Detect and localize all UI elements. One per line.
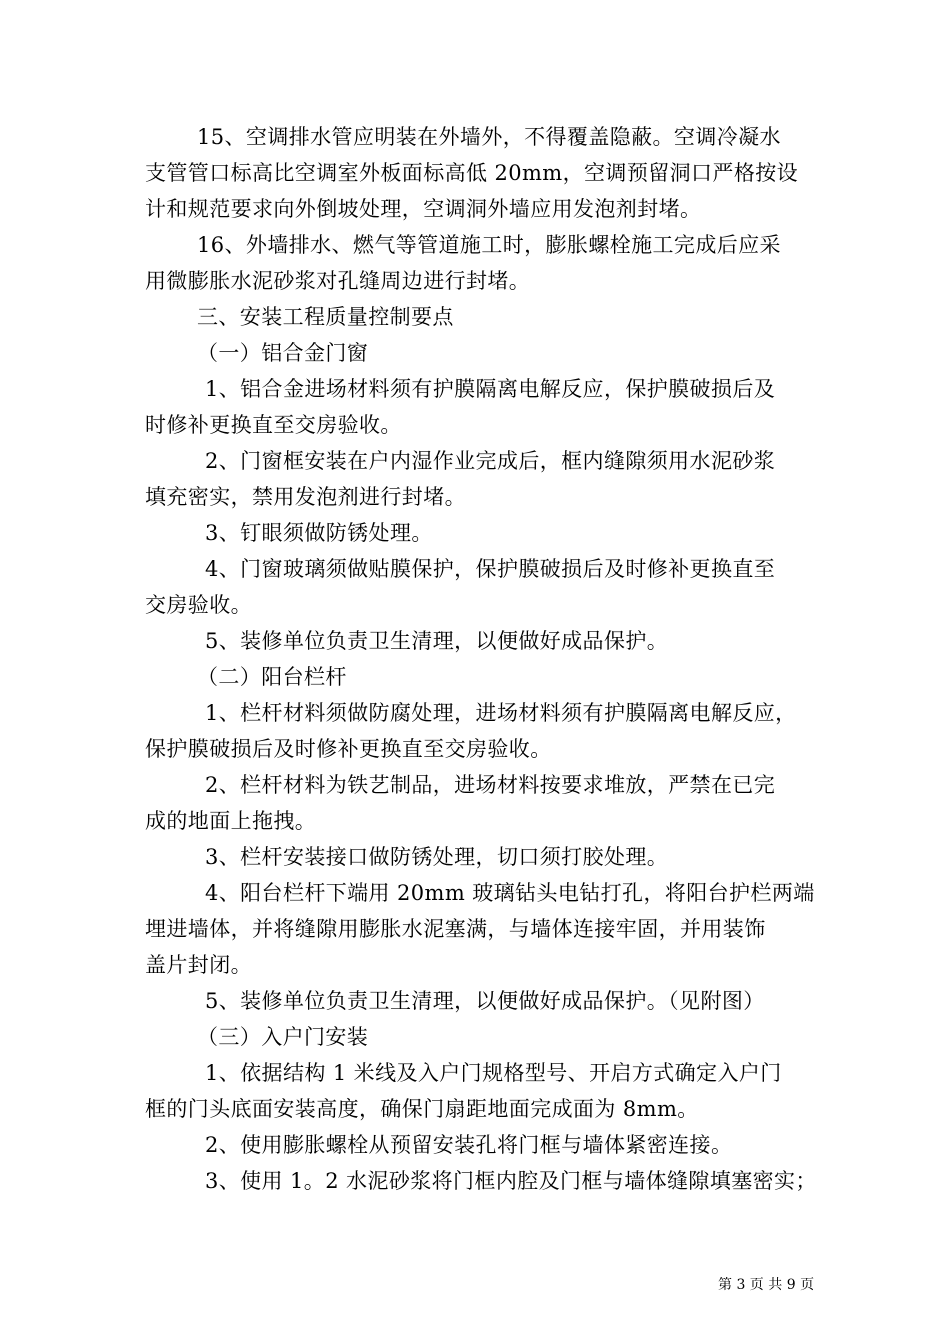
text-line: 3、栏杆安装接口做防锈处理，切口须打胶处理。 xyxy=(205,845,669,869)
text-line: 4、阳台栏杆下端用 20mm 玻璃钻头电钻打孔，将阳台护栏两端 xyxy=(205,881,815,905)
section-heading: 三、安装工程质量控制要点 xyxy=(197,305,454,329)
text-line: 3、钉眼须做防锈处理。 xyxy=(205,521,433,545)
text-line: 填充密实，禁用发泡剂进行封堵。 xyxy=(145,485,466,509)
text-line: 1、栏杆材料须做防腐处理，进场材料须有护膜隔离电解反应， xyxy=(205,701,797,725)
text-line: 框的门头底面安装高度，确保门扇距地面完成面为 8mm。 xyxy=(145,1097,699,1121)
text-line: 15、空调排水管应明装在外墙外，不得覆盖隐蔽。空调冷凝水 xyxy=(197,125,781,149)
text-line: 计和规范要求向外倒坡处理，空调洞外墙应用发泡剂封堵。 xyxy=(145,197,702,221)
text-line: 成的地面上拖拽。 xyxy=(145,809,317,833)
text-line: 2、使用膨胀螺栓从预留安装孔将门框与墙体紧密连接。 xyxy=(205,1133,733,1157)
text-line: 4、门窗玻璃须做贴膜保护，保护膜破损后及时修补更换直至 xyxy=(205,557,776,581)
text-line: 交房验收。 xyxy=(145,593,252,617)
text-line: 2、门窗框安装在户内湿作业完成后，框内缝隙须用水泥砂浆 xyxy=(205,449,776,473)
text-line: 支管管口标高比空调室外板面标高低 20mm，空调预留洞口严格按设 xyxy=(145,161,799,185)
text-line: 5、装修单位负责卫生清理，以便做好成品保护。（见附图） xyxy=(205,989,765,1013)
subsection-heading: （三）入户门安装 xyxy=(197,1025,369,1049)
text-line: 1、依据结构 1 米线及入户门规格型号、开启方式确定入户门 xyxy=(205,1061,782,1085)
text-line: 保护膜破损后及时修补更换直至交房验收。 xyxy=(145,737,552,761)
text-line: 1、铝合金进场材料须有护膜隔离电解反应，保护膜破损后及 xyxy=(205,377,776,401)
text-line: 3、使用 1。2 水泥砂浆将门框内腔及门框与墙体缝隙填塞密实； xyxy=(205,1169,817,1193)
subsection-heading: （二）阳台栏杆 xyxy=(197,665,347,689)
text-line: 埋进墙体，并将缝隙用膨胀水泥塞满，与墙体连接牢固，并用装饰 xyxy=(145,917,766,941)
subsection-heading: （一）铝合金门窗 xyxy=(197,341,369,365)
page-number: 第 3 页 共 9 页 xyxy=(718,1277,815,1293)
text-line: 时修补更换直至交房验收。 xyxy=(145,413,402,437)
text-line: 盖片封闭。 xyxy=(145,953,252,977)
text-line: 2、栏杆材料为铁艺制品，进场材料按要求堆放，严禁在已完 xyxy=(205,773,776,797)
text-line: 5、装修单位负责卫生清理，以便做好成品保护。 xyxy=(205,629,669,653)
text-line: 用微膨胀水泥砂浆对孔缝周边进行封堵。 xyxy=(145,269,531,293)
text-line: 16、外墙排水、燃气等管道施工时，膨胀螺栓施工完成后应采 xyxy=(197,233,781,257)
